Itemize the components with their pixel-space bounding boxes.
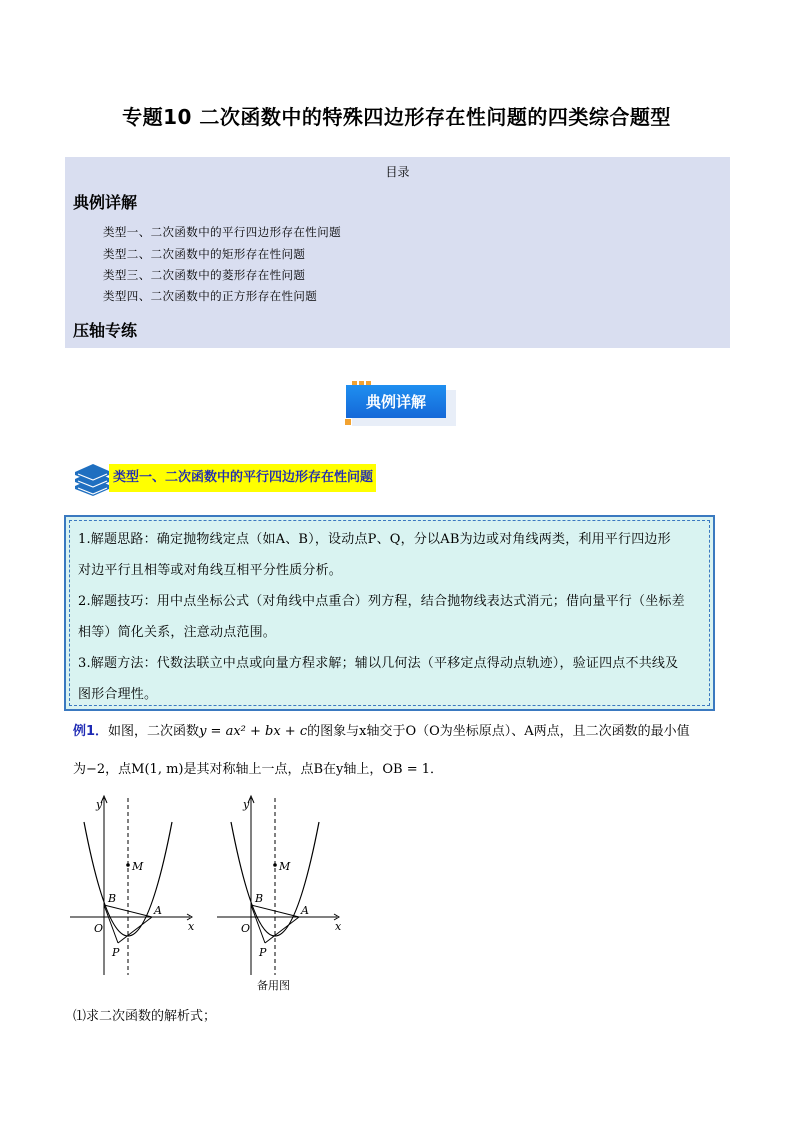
books-icon <box>73 460 113 498</box>
fig2-label-m: M <box>279 860 291 873</box>
fig2-label-x: x <box>335 920 342 933</box>
method-line-1: 1.解题思路：确定抛物线定点（如A、B），设动点P、Q，分以AB为边或对角线两类，利用平行四边形 <box>78 532 671 547</box>
method-line-4: 相等）简化关系，注意动点范围。 <box>78 625 277 640</box>
fig2-label-p: P <box>259 946 267 959</box>
example-line-2: 为−2，点M(1, m)是其对称轴上一点，点B在y轴上，OB = 1． <box>73 762 444 777</box>
fig2-label-b: B <box>255 892 264 905</box>
method-line-3: 2.解题技巧：用中点坐标公式（对角线中点重合）列方程，结合抛物线表达式消元；借向量平行（坐标差 <box>78 594 685 609</box>
fig2-label-y: y <box>243 798 250 811</box>
method-line-2: 对边平行且相等或对角线互相平分性质分析。 <box>78 563 343 578</box>
fig2-label-a: A <box>301 904 309 917</box>
method-line-5: 3.解题方法：代数法联立中点或向量方程求解；辅以几何法（平移定点得动点轨迹），验证四点不共线及 <box>78 656 679 671</box>
toc-section-practice[interactable]: 压轴专练 <box>73 321 138 340</box>
toc-item-type1[interactable]: 类型一、二次函数中的平行四边形存在性问题 <box>103 225 341 239</box>
fig1-label-a: A <box>154 904 162 917</box>
fig2-label-o: O <box>241 922 251 935</box>
toc-item-type2[interactable]: 类型二、二次函数中的矩形存在性问题 <box>103 247 306 261</box>
toc-heading: 目录 <box>385 165 410 179</box>
example-text-a: 如图，二次函数 <box>108 724 200 739</box>
section-banner <box>344 381 456 429</box>
page-title: 专题10 二次函数中的特殊四边形存在性问题的四类综合题型 <box>122 105 671 129</box>
method-line-6: 图形合理性。 <box>78 687 158 702</box>
fig1-label-o: O <box>94 922 104 935</box>
example-equation: y = ax² + bx + c <box>199 724 308 739</box>
fig1-label-p: P <box>112 946 120 959</box>
fig1-label-y: y <box>96 798 103 811</box>
toc-item-type3[interactable]: 类型三、二次函数中的菱形存在性问题 <box>103 268 306 282</box>
fig1-label-m: M <box>132 860 144 873</box>
fig1-label-x: x <box>188 920 195 933</box>
toc-section-examples[interactable]: 典例详解 <box>73 193 138 212</box>
method-box <box>64 515 715 711</box>
table-of-contents <box>65 157 730 348</box>
figure-caption: 备用图 <box>257 979 290 992</box>
example-text-b: 的图象与x轴交于O（O为坐标原点）、A两点，且二次函数的最小值 <box>307 724 690 739</box>
figure-graph-spare <box>217 790 342 980</box>
type-label: 类型一、二次函数中的平行四边形存在性问题 <box>109 464 376 492</box>
method-inner <box>69 520 710 706</box>
fig1-label-b: B <box>108 892 117 905</box>
figure-graph-main <box>70 790 195 980</box>
banner-corner <box>345 419 351 425</box>
example-label: 例1． <box>73 724 109 739</box>
example-line-1 <box>73 720 690 739</box>
banner-label: 典例详解 <box>346 385 446 418</box>
toc-item-type4[interactable]: 类型四、二次函数中的正方形存在性问题 <box>103 289 318 303</box>
question-1: ⑴求二次函数的解析式； <box>73 1009 217 1024</box>
